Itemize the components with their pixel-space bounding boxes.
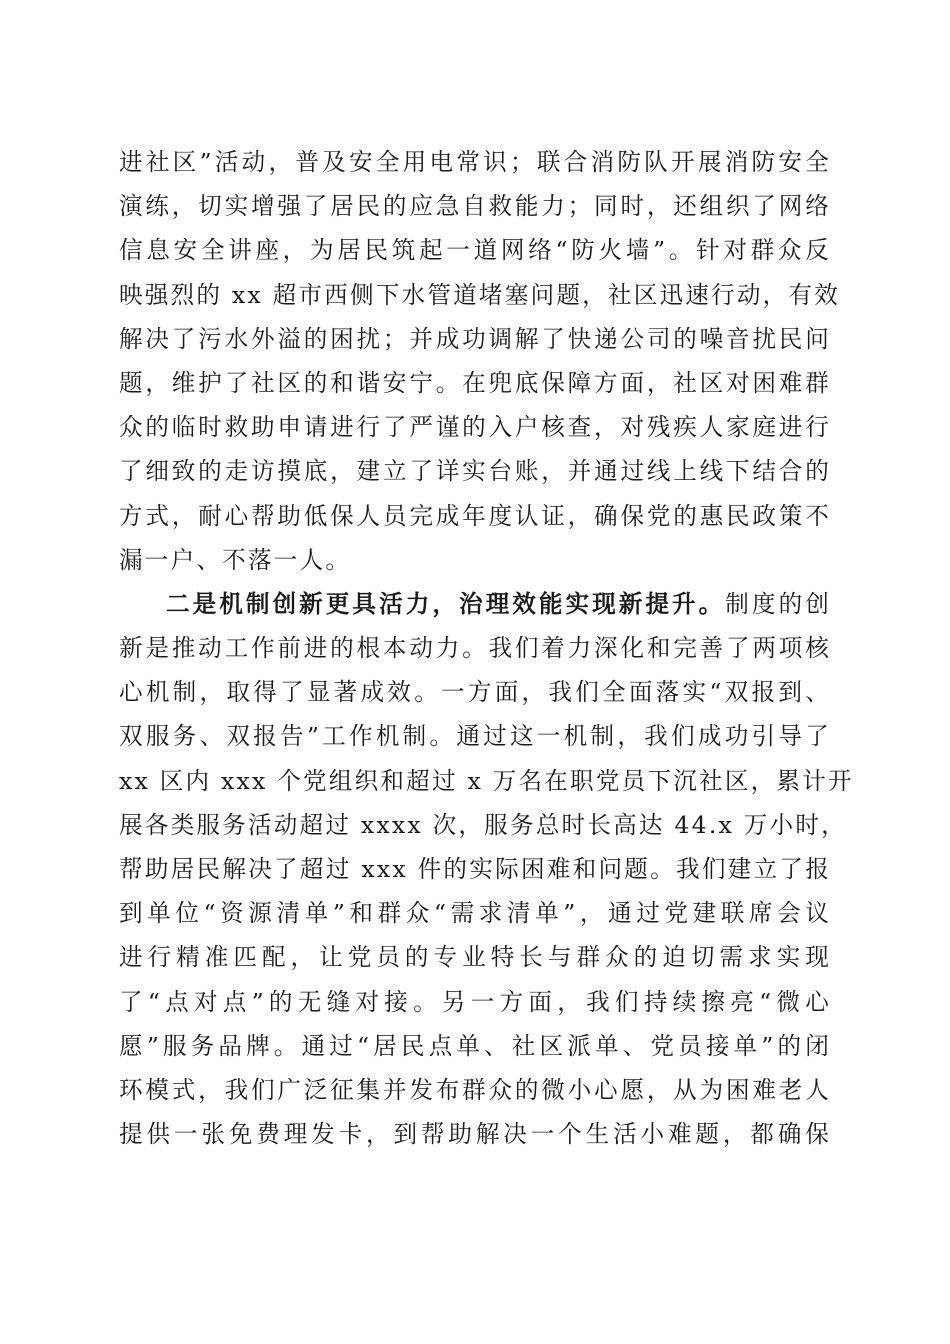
text-line: 了细致的走访摸底，建立了详实台账，并通过线上线下结合的 <box>119 457 831 486</box>
text-line: 心机制，取得了显著成效。一方面，我们全面落实“双报到、 <box>119 678 831 707</box>
document-body <box>119 140 854 1156</box>
text-line: 映强烈的 xx 超市西侧下水管道堵塞问题，社区迅速行动，有效 <box>119 280 841 309</box>
paragraph-community-safety <box>119 140 841 582</box>
paragraph-first-line <box>119 582 831 626</box>
text-line: 解决了污水外溢的困扰；并成功调解了快递公司的噪音扰民问 <box>119 324 831 353</box>
text-line: 进社区”活动，普及安全用电常识；联合消防队开展消防安全 <box>119 148 831 176</box>
text-line: 了“点对点”的无缝对接。另一方面，我们持续擦亮“微心 <box>119 987 831 1016</box>
text-line: xx 区内 xxx 个党组织和超过 x 万名在职党员下沉社区，累计开 <box>119 766 854 795</box>
text-line: 愿”服务品牌。通过“居民点单、社区派单、党员接单”的闭 <box>119 1031 831 1060</box>
text-fragment: 制度的创 <box>725 589 831 618</box>
text-line: 题，维护了社区的和谐安宁。在兜底保障方面，社区对困难群 <box>119 368 831 397</box>
text-line: 提供一张免费理发卡，到帮助解决一个生活小难题，都确保 <box>119 1120 831 1149</box>
paragraph-heading: 二是机制创新更具活力，治理效能实现新提升。 <box>166 589 726 618</box>
text-line: 方式，耐心帮助低保人员完成年度认证，确保党的惠民政策不 <box>119 501 831 530</box>
paragraph-mechanism-innovation <box>119 582 854 1156</box>
text-line: 进行精准匹配，让党员的专业特长与群众的迫切需求实现 <box>119 943 831 972</box>
text-line: 漏一户、不落一人。 <box>119 545 352 574</box>
text-line: 众的临时救助申请进行了严谨的入户核查，对残疾人家庭进行 <box>119 413 831 442</box>
text-line: 环模式，我们广泛征集并发布群众的微小心愿，从为困难老人 <box>119 1075 831 1104</box>
text-line: 展各类服务活动超过 xxxx 次，服务总时长高达 44.x 万小时， <box>119 810 847 839</box>
text-line: 新是推动工作前进的根本动力。我们着力深化和完善了两项核 <box>119 634 831 663</box>
text-line: 演练，切实增强了居民的应急自救能力；同时，还组织了网络 <box>119 192 831 221</box>
text-line: 到单位“资源清单”和群众“需求清单”，通过党建联席会议 <box>119 899 831 928</box>
text-line: 信息安全讲座，为居民筑起一道网络“防火墙”。针对群众反 <box>119 236 831 265</box>
text-line: 双服务、双报告”工作机制。通过这一机制，我们成功引导了 <box>119 722 831 751</box>
text-line: 帮助居民解决了超过 xxx 件的实际困难和问题。我们建立了报 <box>119 855 831 883</box>
